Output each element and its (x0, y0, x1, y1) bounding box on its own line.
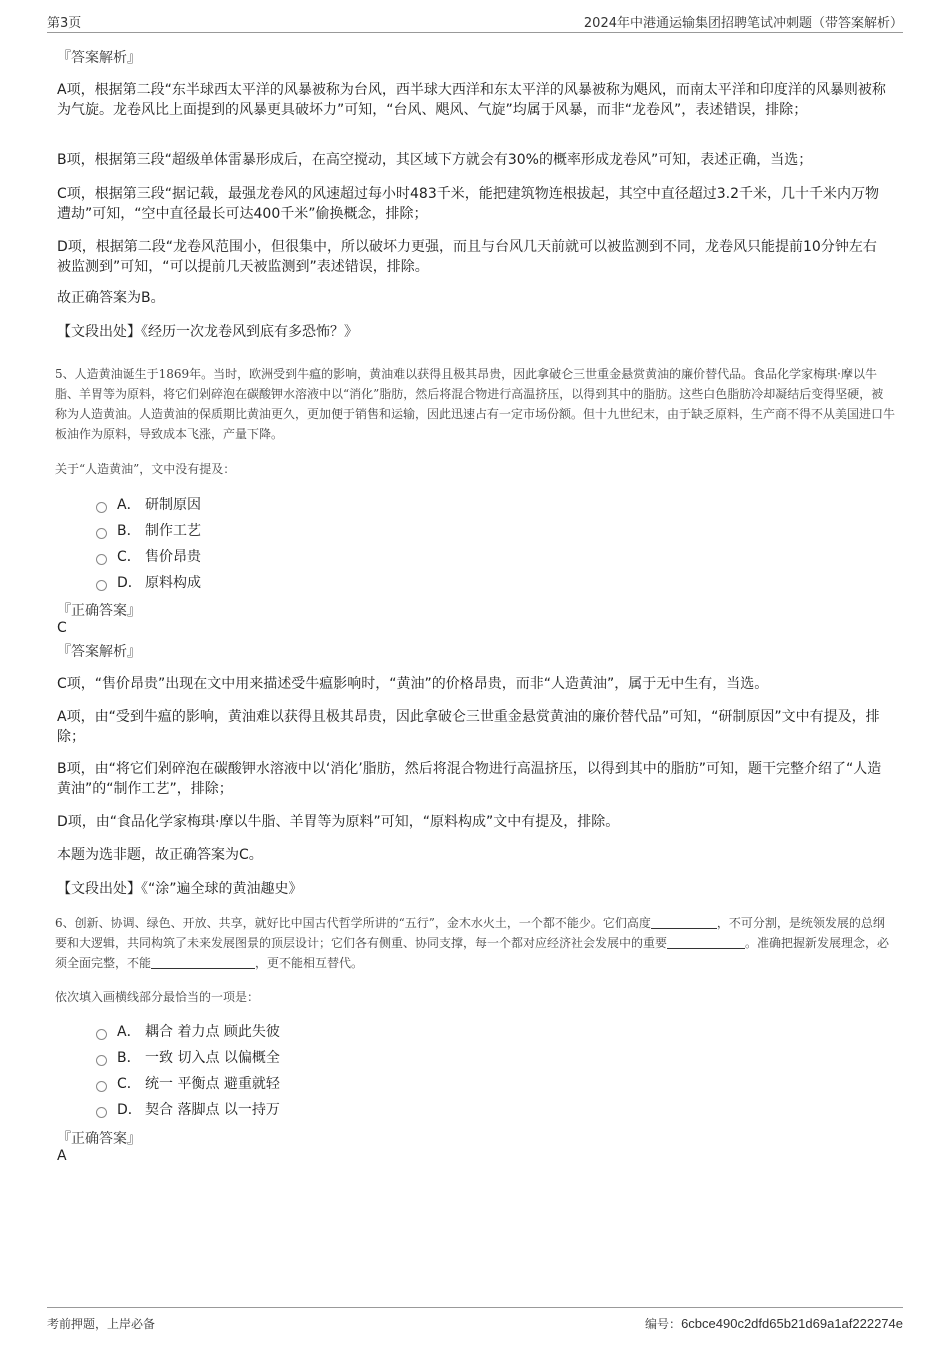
q4-conclusion: 故正确答案为B。 (57, 290, 165, 306)
q5-analysis-b: B项，由“将它们剁碎泡在碳酸钾水溶液中以‘消化’脂肪，然后将混合物进行高温挤压，以得到其中的脂肪”可知，题干完整介绍了“人造黄油”的“制作工艺”，排除； (57, 761, 882, 797)
radio-icon[interactable] (96, 1055, 107, 1066)
q6-option-b[interactable] (96, 1048, 280, 1068)
q5-analysis-d: D项，由“食品化学家梅琪·摩以牛脂、羊胃等为原料”可知，“原料构成”文中有提及，排除。 (57, 814, 620, 830)
q5-answer-label: 『正确答案』 (57, 603, 141, 619)
q6-stem-part: ，更不能相互替代。 (255, 956, 364, 970)
q5-analysis-c: C项，“售价昂贵”出现在文中用来描述受牛瘟影响时，“黄油”的价格昂贵，而非“人造黄油”，属于无中生有，当选。 (57, 676, 769, 692)
q5-option-c[interactable] (96, 547, 201, 567)
q6-option-a[interactable] (96, 1022, 280, 1042)
q4-source: 【文段出处】《经历一次龙卷风到底有多恐怖？》 (57, 324, 358, 340)
option-text: 售价昂贵 (145, 549, 201, 565)
q6-option-d[interactable] (96, 1100, 280, 1120)
q4-analysis-a: A项，根据第二段“东半球西太平洋的风暴被称为台风，西半球大西洋和东太平洋的风暴被称为飓风，而南太平洋和印度洋的风暴则被称为气旋。龙卷风比上面提到的风暴更具破坏力”可知，“台风、飓风、气旋”均属于风暴，而非“龙卷风”，表述错误，排除； (57, 82, 886, 118)
q6-answer: A (57, 1148, 67, 1164)
radio-icon[interactable] (96, 528, 107, 539)
q6-answer-label: 『正确答案』 (57, 1131, 141, 1147)
q4-analysis-c: C项，根据第三段“据记载，最强龙卷风的风速超过每小时483千米，能把建筑物连根拔起，其空中直径超过3.2千米，几十千米内万物遭劫”可知，“空中直径最长可达400千米”偷换概念，排除； (57, 186, 880, 222)
footer-slogan: 考前押题，上岸必备 (47, 1317, 156, 1331)
option-text: 耦合 着力点 顾此失彼 (145, 1024, 280, 1040)
q5-option-b[interactable] (96, 521, 201, 541)
option-letter: D． (117, 575, 142, 591)
option-text: 契合 落脚点 以一持万 (145, 1102, 280, 1118)
blank-3 (151, 956, 255, 969)
document-title: 2024年中港通运输集团招聘笔试冲刺题（带答案解析） (583, 16, 903, 31)
code-label: 编号： (645, 1317, 682, 1331)
q6-option-c[interactable] (96, 1074, 280, 1094)
q5-answer: C (57, 620, 67, 636)
page-header (47, 10, 903, 33)
q6-stem-part: 6、创新、协调、绿色、开放、共享，就好比中国古代哲学所讲的“五行”，金木水火土，一个都不能少。它们高度 (55, 916, 651, 930)
q4-analysis-b: B项，根据第三段“超级单体雷暴形成后，在高空搅动，其区域下方就会有30%的概率形成龙卷风”可知，表述正确，当选； (57, 152, 813, 168)
option-text: 制作工艺 (145, 523, 201, 539)
document-code (645, 1315, 903, 1332)
blank-2 (667, 936, 745, 949)
radio-icon[interactable] (96, 502, 107, 513)
option-text: 原料构成 (145, 575, 201, 591)
radio-icon[interactable] (96, 1029, 107, 1040)
q5-question: 关于“人造黄油”，文中没有提及： (55, 462, 236, 476)
page-footer (47, 1307, 903, 1336)
option-letter: D． (117, 1102, 142, 1118)
q5-analysis-label: 『答案解析』 (57, 644, 141, 660)
radio-icon[interactable] (96, 554, 107, 565)
q4-analysis-label: 『答案解析』 (57, 50, 141, 66)
q6-stem-part: 。准确把握新发展理念，必须全面完整，不能 (55, 936, 890, 970)
q5-stem: 5、人造黄油诞生于1869年。当时，欧洲受到牛瘟的影响，黄油难以获得且极其昂贵，因此拿破仑三世重金悬赏黄油的廉价替代品。食品化学家梅琪·摩以牛脂、羊胃等为原料，将它们剁碎泡在碳酸钾水溶液中以“消化”脂肪，然后将混合物进行高温挤压，以得到其中的脂肪。这些白色脂肪冷却凝结后变得坚硬，被称为人造黄油。人造黄油的保质期比黄油更久，更加便于销售和运输，因此迅速占有一定市场份额。但十九世纪末，由于缺乏原料，生产商不得不从美国进口牛板油作为原料，导致成本飞涨，产量下降。 (55, 367, 896, 441)
q5-option-d[interactable] (96, 573, 201, 593)
q6-question: 依次填入画横线部分最恰当的一项是： (55, 990, 260, 1004)
option-letter: C． (117, 1076, 141, 1092)
option-text: 研制原因 (145, 497, 201, 513)
radio-icon[interactable] (96, 580, 107, 591)
option-letter: A． (117, 497, 141, 513)
option-text: 一致 切入点 以偏概全 (145, 1050, 280, 1066)
q6-stem (55, 913, 895, 973)
option-letter: B． (117, 523, 141, 539)
page-number: 第3页 (47, 16, 82, 31)
q5-analysis-a: A项，由“受到牛瘟的影响，黄油难以获得且极其昂贵，因此拿破仑三世重金悬赏黄油的廉价替代品”可知，“研制原因”文中有提及，排除； (57, 709, 880, 745)
code-value: 6cbce490c2dfd65b21d69a1af222274e (681, 1316, 903, 1331)
option-letter: C． (117, 549, 141, 565)
radio-icon[interactable] (96, 1081, 107, 1092)
q6-stem-part: ，不可分割，是统领发展的总纲要和大逻辑，共同构筑了未来发展图景的顶层设计；它们各有侧重、协同支撑，每一个都对应经济社会发展中的重要 (55, 916, 885, 950)
option-letter: A． (117, 1024, 141, 1040)
blank-1 (651, 916, 717, 929)
option-text: 统一 平衡点 避重就轻 (145, 1076, 280, 1092)
q5-conclusion: 本题为选非题，故正确答案为C。 (57, 847, 263, 863)
q5-source: 【文段出处】《“涂”遍全球的黄油趣史》 (57, 881, 303, 897)
q5-option-a[interactable] (96, 495, 201, 515)
option-letter: B． (117, 1050, 141, 1066)
q4-analysis-d: D项，根据第二段“龙卷风范围小，但很集中，所以破坏力更强，而且与台风几天前就可以被监测到不同，龙卷风只能提前10分钟左右被监测到”可知，“可以提前几天被监测到”表述错误，排除。 (57, 239, 877, 275)
radio-icon[interactable] (96, 1107, 107, 1118)
